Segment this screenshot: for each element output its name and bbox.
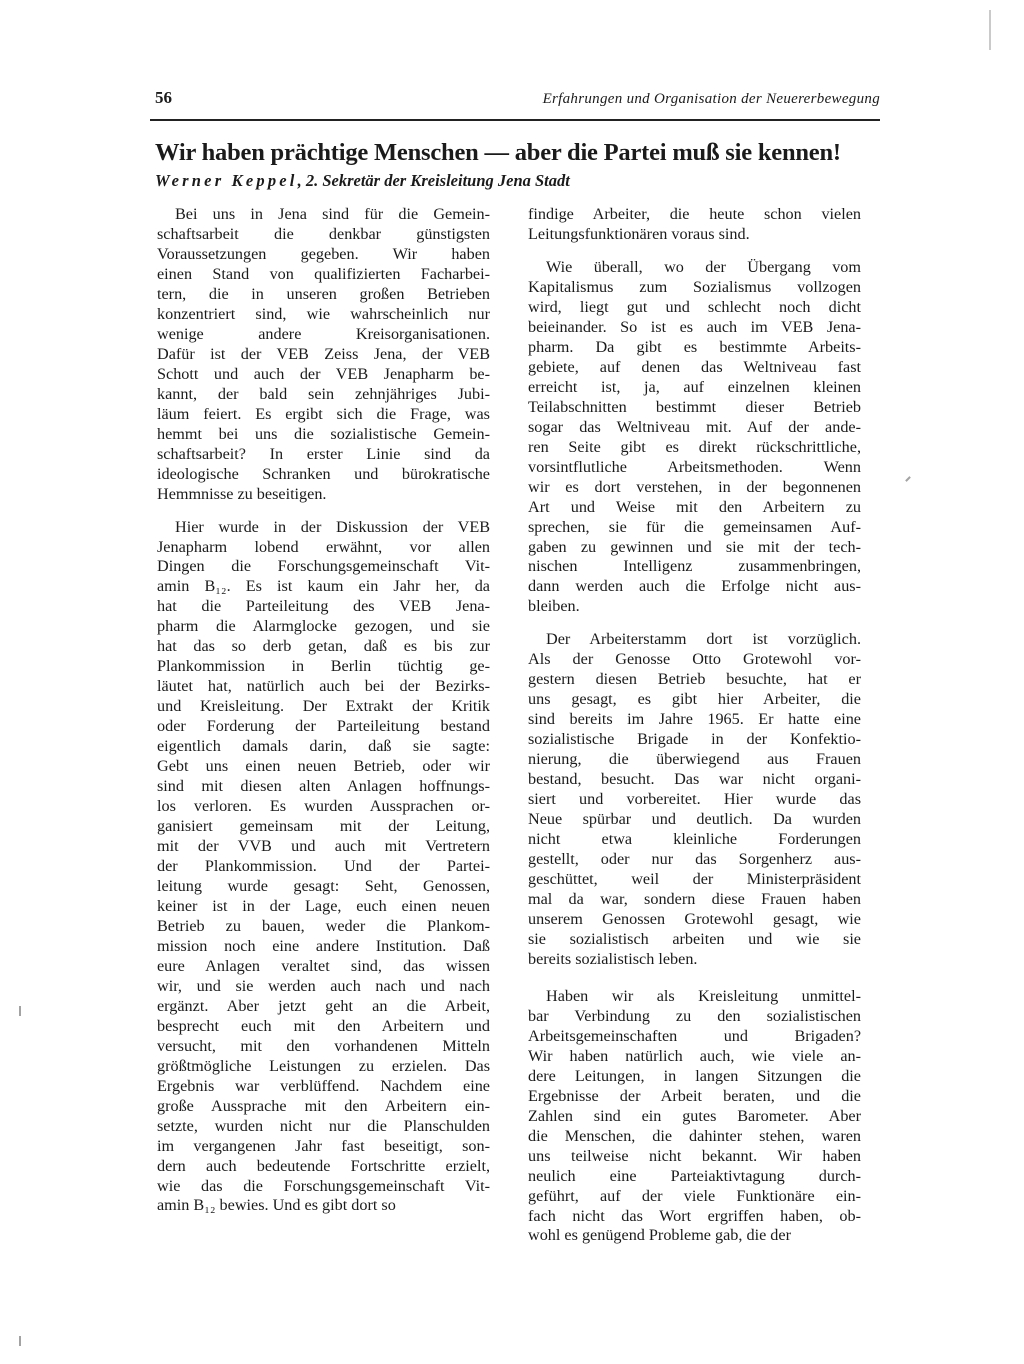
paragraph-gap — [528, 970, 861, 987]
text-line: Hier wurde in der Diskussion der VEB — [175, 517, 490, 536]
text-line: keiner ist in der Lage, euch einen neuen — [157, 896, 490, 915]
paragraph — [528, 630, 861, 969]
text-line: nischen Intelligenz zusammenbringen, — [528, 557, 861, 576]
text-line: ergänzt. Aber jetzt geht an die Arbeit, — [157, 996, 490, 1015]
text-line: Bei uns in Jena sind für die Gemein- — [175, 205, 490, 223]
text-line: läutet hat, natürlich auch bei der Bezirks- — [157, 677, 490, 696]
text-line: tern, die in unseren großen Betrieben — [157, 284, 490, 303]
text-line: siert und vorbereitet. Hier wurde das — [528, 790, 861, 809]
margin-mark — [905, 476, 911, 482]
text-line: gebiete, auf denen das Weltniveau fast — [528, 357, 861, 376]
text-line: läum feiert. Es ergibt sich die Frage, was — [157, 404, 490, 423]
text-line: sind mit diesen alten Anlagen hoffnungs- — [157, 777, 490, 796]
text-line: erreicht ist, ja, auf einzelnen kleinen — [528, 377, 861, 396]
page-number: 56 — [155, 88, 172, 107]
byline — [155, 171, 885, 191]
text-line: gaben zu gewinnen und sie mit der tech- — [528, 537, 861, 556]
text-line: beieinander. So ist es auch im VEB Jena- — [528, 317, 861, 336]
text-line: neulich eine Parteiaktivtagung durch- — [528, 1166, 861, 1185]
text-line: findige Arbeiter, die heute schon vielen — [528, 205, 861, 223]
text-line: mission noch eine andere Institution. Daß — [157, 936, 490, 955]
text-line: einen Stand von qualifizierten Facharbei- — [157, 264, 490, 283]
text-line: Dafür ist der VEB Zeiss Jena, der VEB — [157, 344, 490, 363]
left-column — [157, 205, 490, 1216]
article-title: Wir haben prächtige Menschen — aber die Partei muß sie kennen! — [155, 139, 841, 166]
text-line: bestand, besucht. Das war nicht organi- — [528, 770, 861, 789]
text-line: und Kreisleitung. Der Extrakt der Kritik — [157, 697, 490, 716]
text-line: gestern diesen Betrieb besuchte, hat er — [528, 670, 861, 689]
text-line: dann werden auch die Erfolge nicht aus- — [528, 577, 861, 596]
text-line: oder Forderung der Parteileitung bestand — [157, 717, 490, 736]
right-column — [528, 205, 861, 1246]
text-line: amin B₁₂ bewies. Und es gibt dort so — [157, 1196, 396, 1215]
text-line: Als der Genosse Otto Grotewohl vor- — [528, 650, 861, 669]
text-line: wir, und sie werden auch nach und nach — [157, 976, 490, 995]
text-line: fach nicht das Wort ergriffen haben, ob- — [528, 1206, 861, 1225]
margin-mark — [989, 10, 991, 50]
text-line: Neue spürbar und deutlich. Da wurden — [528, 810, 861, 829]
text-line: Dingen die Forschungsgemeinschaft Vit- — [157, 557, 490, 576]
text-line: eigentlich damals darin, daß sie sagte: — [157, 737, 490, 756]
text-line: wird, liegt gut und schlecht noch dicht — [528, 297, 861, 316]
text-line: dern auch bedeutende Fortschritte erzielt, — [157, 1156, 490, 1175]
text-line: mal da war, sondern diese Frauen haben — [528, 889, 861, 908]
text-line: der Plankommission. Und der Partei- — [157, 857, 490, 875]
text-line: nierung, die überwiegend aus Frauen — [528, 750, 861, 769]
text-line: hemmt bei uns die sozialistische Gemein- — [157, 424, 490, 443]
text-line: hat die Parteileitung des VEB Jena- — [157, 597, 490, 616]
text-line: mit der VVB und auch mit Vertretern — [157, 837, 490, 856]
text-line: große Aussprache mit den Arbeitern ein- — [157, 1096, 490, 1115]
header-rule — [150, 119, 880, 121]
text-line: sogar das Weltniveau mit. Auf der ande- — [528, 417, 861, 436]
margin-mark — [19, 1336, 21, 1346]
text-line: Haben wir als Kreisleitung unmittel- — [546, 986, 861, 1005]
text-line: uns teilweise nicht bekannt. Wir haben — [528, 1146, 861, 1165]
text-line: wenige andere Kreisorganisationen. — [157, 324, 490, 343]
paragraph-gap — [157, 505, 490, 518]
text-line: dere Leitungen, in langen Sitzungen die — [528, 1066, 861, 1085]
text-line: sie sozialistisch arbeiten und wie sie — [528, 929, 861, 948]
text-line: wohl es genügend Probleme gab, die der — [528, 1226, 791, 1245]
text-line: pharm. Da gibt es bestimmte Arbeits- — [528, 337, 861, 356]
text-line: Ergebnis war verblüffend. Nachdem eine — [157, 1076, 490, 1095]
text-line: wir es dort verstehen, in der begonnenen — [528, 477, 861, 496]
paragraph-gap — [528, 245, 861, 258]
text-line: uns gesagt, es gibt hier Arbeiter, die — [528, 690, 861, 709]
text-line: Voraussetzungen gegeben. Wir haben — [157, 244, 490, 263]
paragraph — [528, 987, 861, 1247]
text-line: versucht, mit den vorhandenen Mitteln — [157, 1036, 490, 1055]
text-line: bar Verbindung zu den sozialistischen — [528, 1006, 861, 1025]
text-line: eure Anlagen veraltet sind, das wissen — [157, 956, 490, 975]
text-line: amin B₁₂. Es ist kaum ein Jahr her, da — [157, 577, 490, 596]
text-line: Ergebnisse der Arbeit beraten, und die — [528, 1086, 861, 1105]
text-line: Plankommission in Berlin tüchtig ge- — [157, 657, 490, 676]
text-line: Zahlen sind ein gutes Barometer. Aber — [528, 1106, 861, 1125]
text-line: ideologische Schranken und bürokratische — [157, 464, 490, 483]
text-line: ren Seite gibt es direkt rückschrittliche, — [528, 437, 861, 456]
text-line: Kapitalismus zum Sozialismus vollzogen — [528, 277, 861, 296]
text-line: Arbeitsgemeinschaften und Brigaden? — [528, 1026, 861, 1045]
text-line: sind bereits im Jahre 1965. Er hatte eine — [528, 710, 861, 729]
paragraph — [157, 518, 490, 1217]
text-line: sprechen, sie für die gemeinsamen Auf- — [528, 517, 861, 536]
text-line: wie das die Forschungsgemeinschaft Vit- — [157, 1176, 490, 1195]
text-line: kannt, der bald sein zehnjähriges Jubi- — [157, 384, 490, 403]
text-line: die Menschen, die dahinter stehen, waren — [528, 1126, 861, 1145]
paragraph — [528, 258, 861, 617]
text-line: geführt, auf der viele Funktionäre ein- — [528, 1186, 861, 1205]
text-line: Betrieb zu bauen, weder die Plankom- — [157, 916, 490, 935]
text-line: größtmögliche Leistungen zu erzielen. Das — [157, 1056, 490, 1075]
text-line: schaftsarbeit die denkbar günstigsten — [157, 224, 490, 243]
author-role: , 2. Sekretär der Kreisleitung Jena Stadt — [297, 171, 570, 190]
author-name: Werner Keppel — [155, 171, 298, 190]
text-line: gestellt, oder nur das Sorgenherz aus- — [528, 850, 861, 869]
text-line: bereits sozialistisch leben. — [528, 949, 698, 968]
paragraph — [157, 205, 490, 505]
paragraph-gap — [528, 617, 861, 630]
text-line: Teilabschnitten bestimmt dieser Betrieb — [528, 397, 861, 416]
text-line: Leitungsfunktionären voraus sind. — [528, 224, 750, 243]
text-line: im vergangenen Jahr fast beseitigt, son- — [157, 1136, 490, 1155]
text-line: pharm die Alarmglocke gezogen, und sie — [157, 617, 490, 636]
text-line: nicht etwa kleinliche Forderungen — [528, 830, 861, 849]
paragraph — [528, 205, 861, 245]
text-line: konzentriert sind, wie wahrscheinlich nur — [157, 304, 490, 323]
text-line: los verloren. Es wurden Aussprachen or- — [157, 797, 490, 816]
text-line: Schott und auch der VEB Jenapharm be- — [157, 364, 490, 383]
text-line: ganisiert gemeinsam mit der Leitung, — [157, 817, 490, 836]
text-line: Jenapharm lobend erwähnt, vor allen — [157, 537, 490, 556]
margin-mark — [19, 1006, 21, 1016]
text-line: Hemmnisse zu beseitigen. — [157, 484, 327, 503]
text-line: Art und Weise mit den Arbeitern zu — [528, 497, 861, 516]
text-line: unserem Genossen Grotewohl gesagt, wie — [528, 909, 861, 928]
text-line: leitung wurde gesagt: Seht, Genossen, — [157, 876, 490, 895]
text-line: vorsintflutliche Arbeitsmethoden. Wenn — [528, 457, 861, 476]
running-header: Erfahrungen und Organisation der Neuererbewegung — [542, 91, 880, 107]
text-line: bleiben. — [528, 597, 580, 616]
text-line: sozialistische Brigade in der Konfektio- — [528, 730, 861, 749]
text-line: geschüttet, weil der Ministerpräsident — [528, 870, 861, 888]
text-line: Wie überall, wo der Übergang vom — [546, 257, 861, 276]
text-line: Gebt uns einen neuen Betrieb, oder wir — [157, 757, 490, 776]
text-line: setzte, wurden nicht nur die Planschulden — [157, 1116, 490, 1135]
text-line: hat das so derb getan, daß es bis zur — [157, 637, 490, 656]
text-line: Wir haben natürlich auch, wie viele an- — [528, 1046, 861, 1065]
text-line: besprecht euch mit den Arbeitern und — [157, 1016, 490, 1035]
text-line: schaftsarbeit? In erster Linie sind da — [157, 444, 490, 463]
text-line: Der Arbeiterstamm dort ist vorzüglich. — [546, 630, 861, 649]
